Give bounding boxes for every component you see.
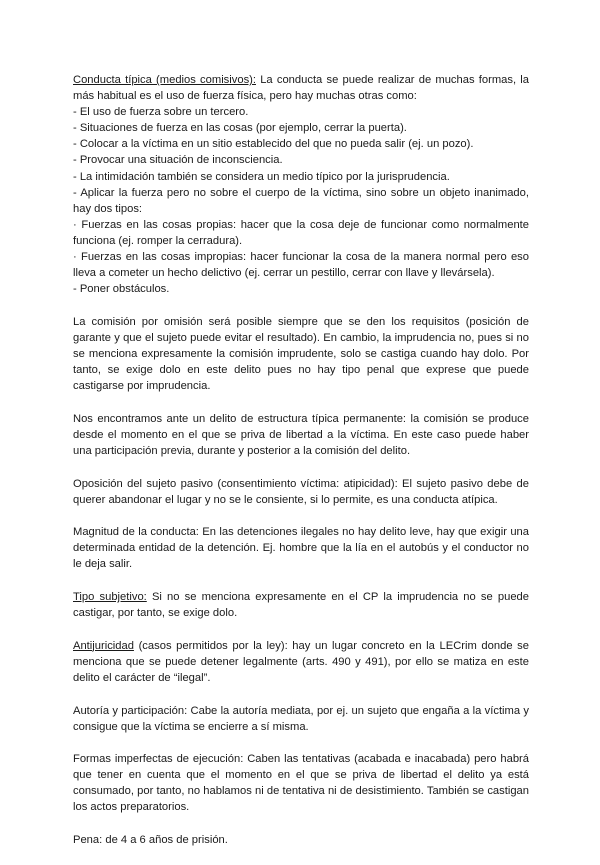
antijuricidad-heading: Antijuricidad [73, 639, 134, 652]
formas-paragraph: Formas imperfectas de ejecución: Caben las tentativas (acabada e inacabada) pero habrá que tener en cuenta que el momento en el que se priva de libertad el delito ya está consumado, por tanto, no hablamos ni de tentativa ni de desistimiento. También se castigan los actos preparatorios. [73, 753, 529, 814]
conducta-intro: La conducta se puede realizar de muchas formas, la más habitual es el uso de fuerza física, pero hay muchas otras como: [73, 74, 529, 103]
pena-paragraph: Pena: de 4 a 6 años de prisión. [73, 834, 228, 847]
subjetivo-heading: Tipo subjetivo: [73, 591, 147, 604]
conducta-section [73, 72, 529, 297]
conducta-paragraph [73, 72, 529, 104]
list-item: - Situaciones de fuerza en las cosas (por ejemplo, cerrar la puerta). [73, 122, 407, 135]
list-item: · Fuerzas en las cosas propias: hacer que la cosa deje de funcionar como normalmente funciona (ej. romper la cerradura). [73, 218, 529, 247]
magnitud-paragraph: Magnitud de la conducta: En las detenciones ilegales no hay delito leve, hay que exigir una determinada entidad de la detención. Ej. hombre que la lía en el autobús y el conductor no le deja salir. [73, 526, 529, 571]
antijuricidad-text: (casos permitidos por la ley): hay un lugar concreto en la LECrim donde se menciona que se puede detener legalmente (arts. 490 y 491), por ello se matiza en este delito el carácter de “ilegal”. [73, 639, 529, 684]
list-item: - La intimidación también se considera un medio típico por la jurisprudencia. [73, 170, 450, 183]
list-item: - Provocar una situación de inconsciencia. [73, 154, 283, 167]
list-item: · Fuerzas en las cosas impropias: hacer funcionar la cosa de la manera normal pero eso lleva a cometer un hecho delictivo (ej. cerrar un pestillo, cerrar con llave y llevársela). [73, 251, 529, 280]
list-item: - Poner obstáculos. [73, 283, 170, 296]
list-item: - Aplicar la fuerza pero no sobre el cuerpo de la víctima, sino sobre un objeto inanimado, hay dos tipos: [73, 186, 529, 215]
autoria-paragraph: Autoría y participación: Cabe la autoría mediata, por ej. un sujeto que engaña a la víctima y consigue que la víctima se encierre a sí misma. [73, 704, 529, 733]
subjetivo-paragraph [73, 589, 529, 621]
list-item: - Colocar a la víctima en un sitio establecido del que no pueda salir (ej. un pozo). [73, 138, 474, 151]
omision-paragraph: La comisión por omisión será posible siempre que se den los requisitos (posición de garante y que el sujeto puede evitar el resultado). En cambio, la imprudencia no, pues si no se menciona expresamente la comisión imprudente, solo se castiga cuando hay dolo. Por tanto, se exige dolo en este delito pues no hay tipo penal que exprese que puede castigarse por imprudencia. [73, 315, 529, 393]
estructura-paragraph: Nos encontramos ante un delito de estructura típica permanente: la comisión se produce desde el momento en el que se priva de libertad a la víctima. En este caso puede haber una participación previa, durante y posterior a la comisión del delito. [73, 412, 529, 457]
subjetivo-text: Si no se menciona expresamente en el CP la imprudencia no se puede castigar, por tanto, se exige dolo. [73, 591, 530, 620]
list-item: - El uso de fuerza sobre un tercero. [73, 106, 249, 119]
conducta-heading: Conducta típica (medios comisivos): [73, 74, 256, 86]
document-page [73, 72, 529, 865]
antijuricidad-paragraph [73, 638, 529, 686]
oposicion-paragraph: Oposición del sujeto pasivo (consentimiento víctima: atipicidad): El sujeto pasivo debe de querer abandonar el lugar y no se le consiente, si lo permite, es una conducta atípica. [73, 477, 529, 506]
